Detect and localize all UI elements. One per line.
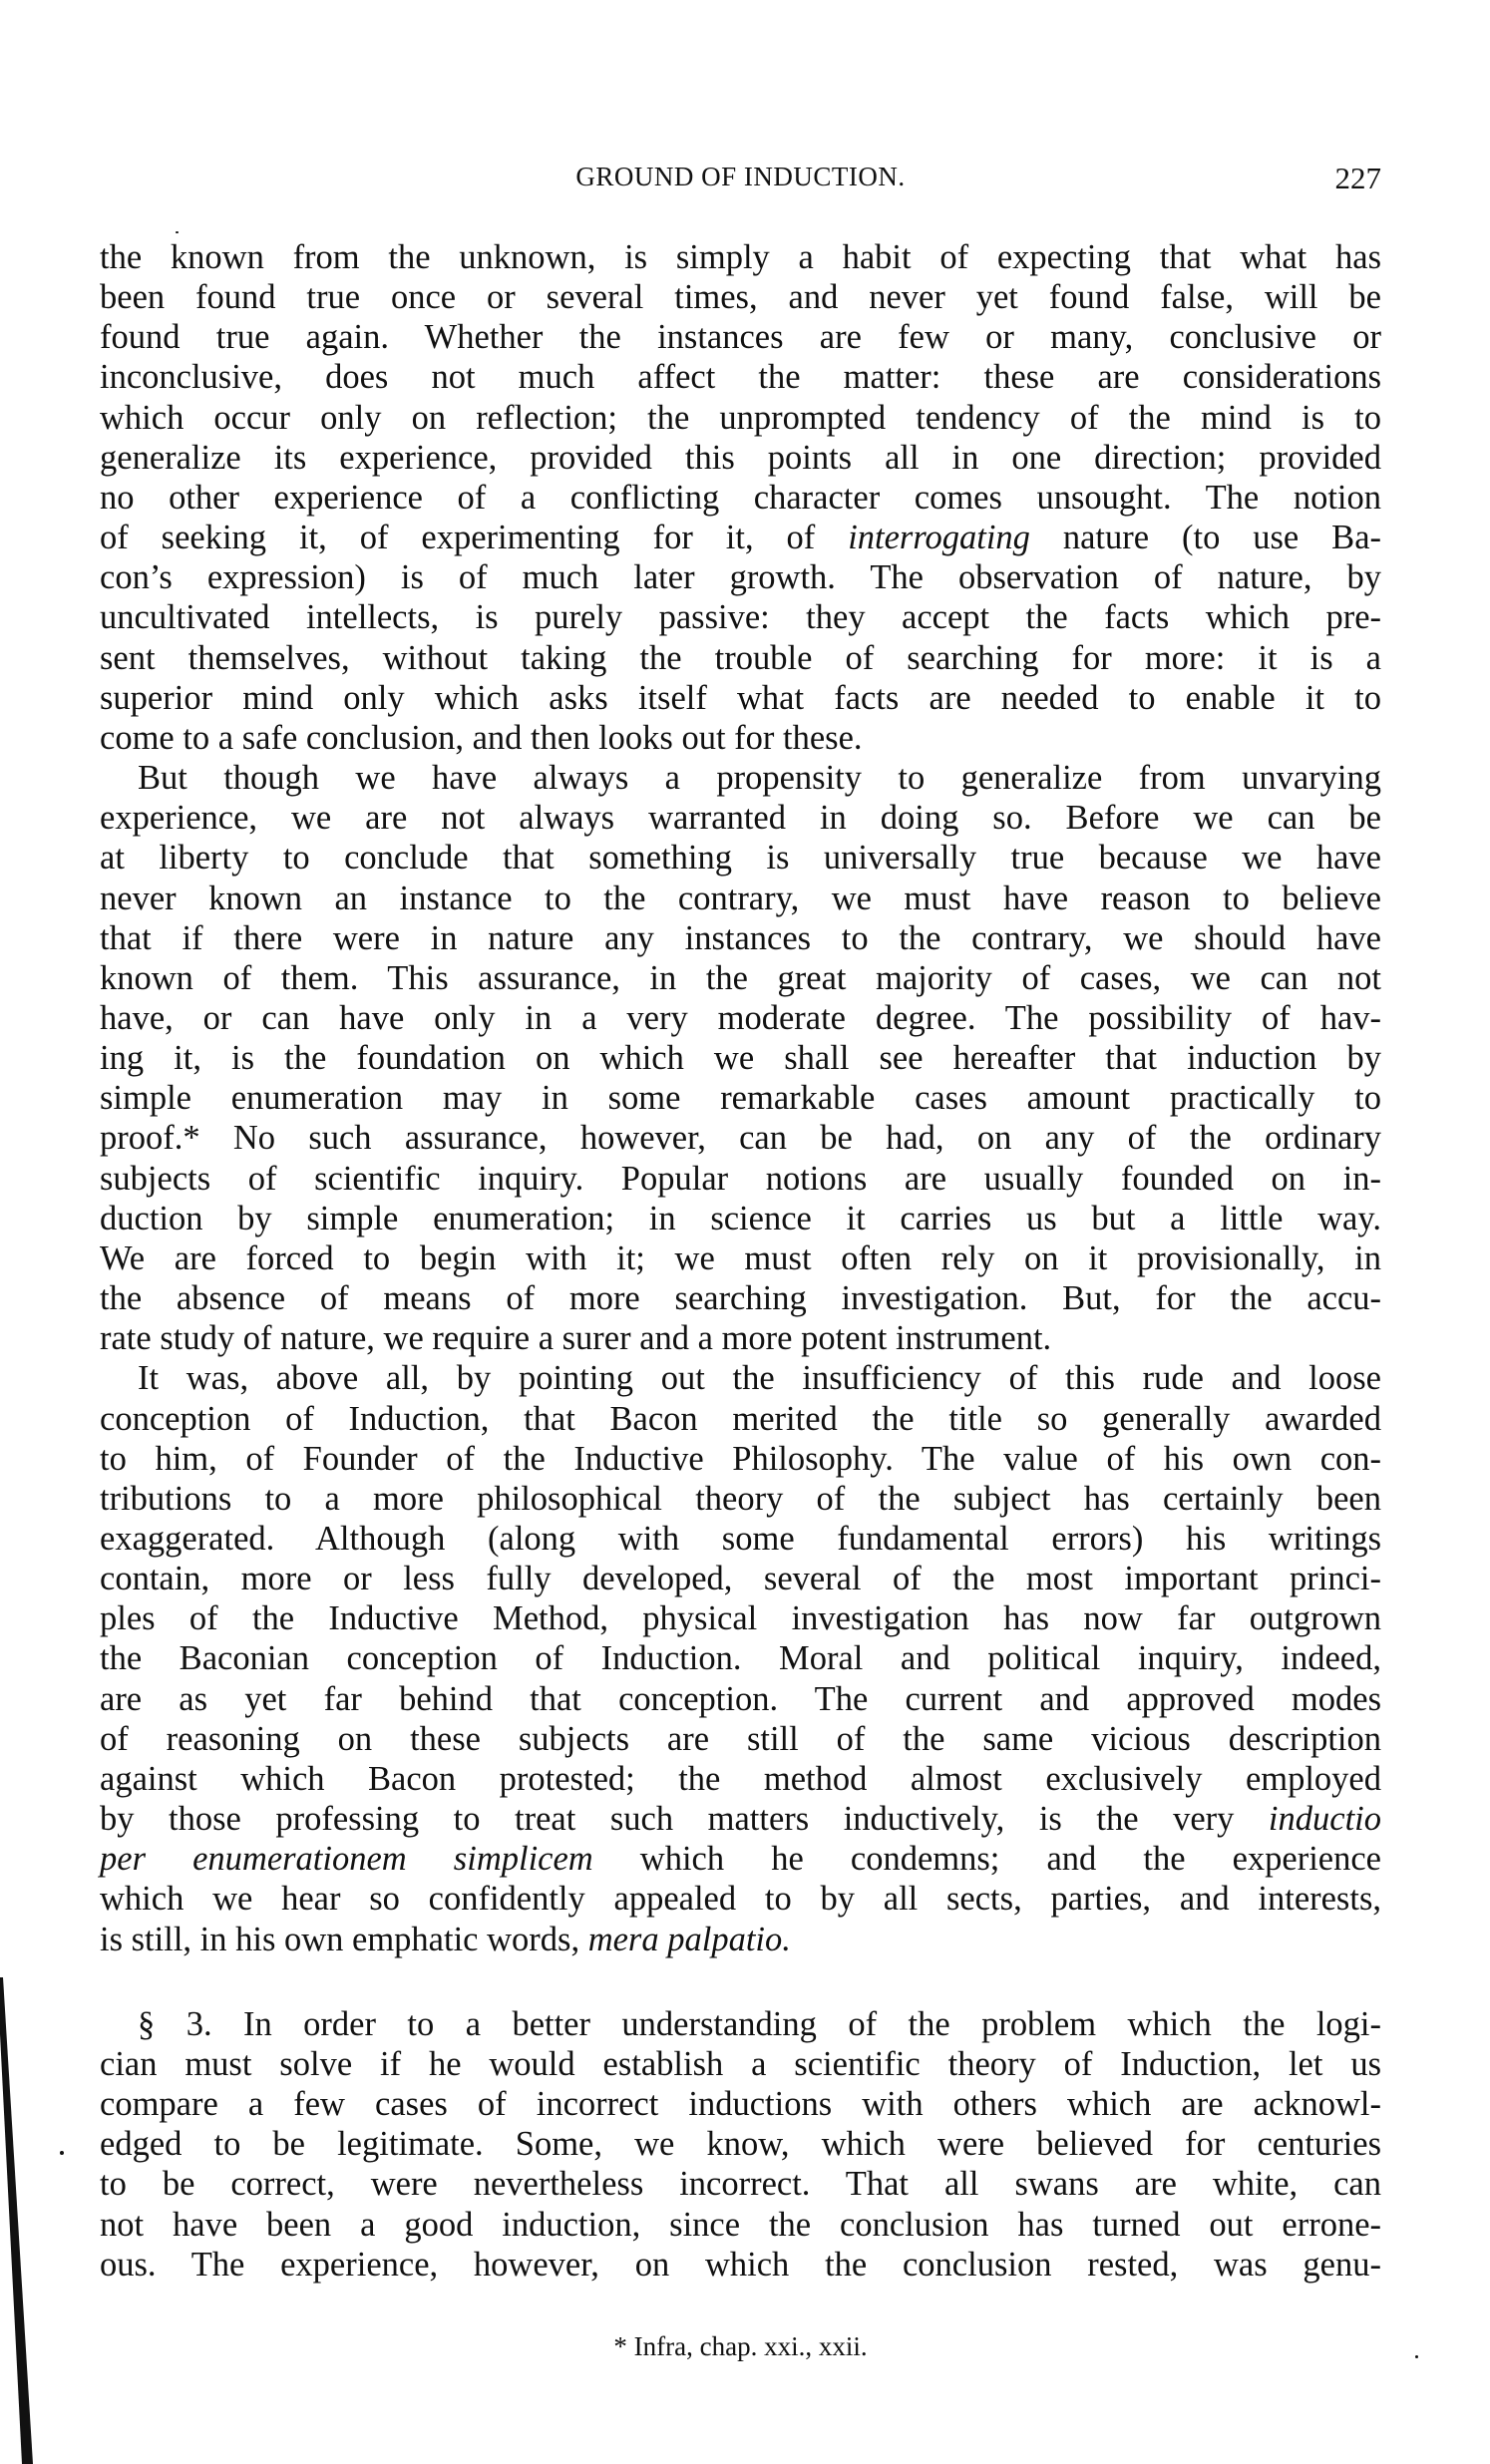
text-run: of reasoning on these subjects are still of the same vicious description — [100, 1719, 1381, 1758]
text-line — [100, 597, 1381, 637]
text-line — [100, 1278, 1381, 1318]
text-run: subjects of scientific inquiry. Popular notions are usually founded on in- — [100, 1159, 1381, 1198]
footnote: * Infra, chap. xxi., xxii. — [613, 2331, 868, 2361]
text-line — [100, 1799, 1381, 1839]
text-run: no other experience of a conflicting character comes unsought. The notion — [100, 478, 1381, 517]
text-run: duction by simple enumeration; in science it carries us but a little way. — [100, 1199, 1381, 1237]
text-line — [100, 1078, 1381, 1118]
italic-phrase: interrogating — [848, 519, 1030, 557]
text-line — [100, 2084, 1381, 2124]
text-line — [100, 1879, 1381, 1919]
text-run: exaggerated. Although (along with some fundamental errors) his writings — [100, 1520, 1381, 1558]
text-line — [100, 638, 1381, 678]
text-run: uncultivated intellects, is purely passive: they accept the facts which pre- — [100, 598, 1381, 637]
text-line — [100, 277, 1381, 317]
running-title: GROUND OF INDUCTION. — [575, 162, 906, 191]
body-text — [100, 237, 1381, 2285]
text-run: But though we have always a propensity to generalize from unvarying — [138, 759, 1381, 798]
page-number: 227 — [1334, 161, 1381, 195]
text-line — [100, 1038, 1381, 1078]
text-run: experience, we are not always warranted in doing so. Before we can be — [100, 799, 1381, 838]
text-line — [100, 438, 1381, 478]
text-run: ous. The experience, however, on which the conclusion rested, was genu- — [100, 2245, 1381, 2284]
text-run: are as yet far behind that conception. The current and approved modes — [100, 1679, 1381, 1718]
text-run: been found true once or several times, and never yet found false, will be — [100, 278, 1381, 317]
text-run: tributions to a more philosophical theory of the subject has certainly been — [100, 1479, 1381, 1518]
text-run: is still, in his own emphatic words, — [100, 1920, 588, 1958]
text-line — [100, 958, 1381, 998]
text-run: to be correct, were nevertheless incorrect. That all swans are white, can — [100, 2165, 1381, 2204]
text-line — [100, 2164, 1381, 2204]
text-run: of seeking it, of experimenting for it, of — [100, 519, 849, 557]
text-run: to him, of Founder of the Inductive Philosophy. The value of his own con- — [100, 1439, 1381, 1478]
text-line — [100, 1439, 1381, 1479]
text-run: ing it, is the foundation on which we shall see hereafter that induction by — [100, 1039, 1381, 1078]
text-run: the Baconian conception of Induction. Moral and political inquiry, indeed, — [100, 1639, 1381, 1678]
text-run: found true again. Whether the instances are few or many, conclusive or — [100, 318, 1381, 357]
text-line — [100, 1638, 1381, 1678]
italic-phrase: mera palpatio. — [587, 1920, 791, 1958]
text-run: ples of the Inductive Method, physical investigation has now far outgrown — [100, 1599, 1381, 1638]
scan-speck — [60, 2151, 64, 2155]
text-run: conception of Induction, that Bacon merited the title so generally awarded — [100, 1399, 1381, 1438]
text-line — [100, 2245, 1381, 2285]
text-run: con’s expression) is of much later growth. The observation of nature, by — [100, 558, 1381, 597]
text-run: which we hear so confidently appealed to by all sects, parties, and interests, — [100, 1880, 1381, 1919]
text-line — [100, 1358, 1381, 1398]
italic-phrase: inductio — [1268, 1800, 1381, 1839]
text-line — [100, 758, 1381, 798]
text-run: generalize its experience, provided this points all in one direction; provided — [100, 438, 1381, 477]
text-line — [100, 1479, 1381, 1519]
text-line — [100, 838, 1381, 878]
text-run: sent themselves, without taking the trouble of searching for more: it is a — [100, 638, 1381, 677]
text-line — [100, 918, 1381, 958]
text-line — [100, 1519, 1381, 1559]
section-3-paragraph — [100, 2004, 1381, 2285]
section-gap — [100, 1959, 1381, 2004]
text-run: inconclusive, does not much affect the matter: these are considerations — [100, 358, 1381, 397]
text-line — [100, 357, 1381, 397]
text-run: contain, more or less fully developed, several of the most important princi- — [100, 1560, 1381, 1598]
text-run: superior mind only which asks itself what facts are needed to enable it to — [100, 678, 1381, 717]
italic-phrase: per enumerationem simplicem — [100, 1840, 593, 1879]
text-line — [100, 1679, 1381, 1719]
text-line — [100, 678, 1381, 718]
scan-edge-line — [0, 0, 60, 2464]
text-run: It was, above all, by pointing out the insufficiency of this rude and loose — [138, 1359, 1381, 1398]
text-run: have, or can have only in a very moderate degree. The possibility of hav- — [100, 998, 1381, 1037]
text-run: never known an instance to the contrary, we must have reason to believe — [100, 879, 1381, 917]
text-line — [100, 518, 1381, 557]
paragraph — [100, 758, 1381, 1358]
text-run: against which Bacon protested; the method almost exclusively employed — [100, 1759, 1381, 1798]
text-line — [100, 1759, 1381, 1799]
text-run: the known from the unknown, is simply a habit of expecting that what has — [100, 238, 1381, 276]
text-line — [100, 237, 1381, 277]
text-run: that if there were in nature any instances to the contrary, we should have — [100, 918, 1381, 957]
text-line — [100, 798, 1381, 838]
text-run: which occur only on reflection; the unprompted tendency of the mind is to — [100, 398, 1381, 437]
text-line — [100, 478, 1381, 518]
text-line — [100, 1159, 1381, 1199]
text-run: which he condemns; and the experience — [592, 1840, 1381, 1879]
text-line — [100, 1920, 1381, 1959]
text-line — [100, 718, 1381, 758]
text-run: nature (to use Ba- — [1029, 519, 1381, 557]
scan-speck — [176, 231, 179, 233]
text-run: cian must solve if he would establish a scientific theory of Induction, let us — [100, 2044, 1381, 2083]
text-run: by those professing to treat such matters inductively, is the very — [100, 1800, 1269, 1839]
text-run: proof.* No such assurance, however, can be had, on any of the ordinary — [100, 1119, 1381, 1158]
text-run: compare a few cases of incorrect inductions with others which are acknowl- — [100, 2085, 1381, 2124]
text-line — [100, 1118, 1381, 1158]
text-run: the absence of means of more searching investigation. But, for the accu- — [100, 1279, 1381, 1318]
text-run: simple enumeration may in some remarkable cases amount practically to — [100, 1079, 1381, 1118]
text-line — [100, 2044, 1381, 2084]
text-line — [100, 1199, 1381, 1238]
paragraph — [100, 1358, 1381, 1958]
text-line — [100, 1839, 1381, 1879]
text-line — [100, 1559, 1381, 1598]
text-line — [100, 2004, 1381, 2044]
text-run: § 3. In order to a better understanding of the problem which the logi- — [138, 2004, 1381, 2043]
text-line — [100, 317, 1381, 357]
text-line — [100, 1318, 1381, 1358]
text-line — [100, 1238, 1381, 1278]
running-head — [100, 160, 1381, 193]
text-line — [100, 1598, 1381, 1638]
scan-speck — [1415, 2355, 1418, 2358]
text-line — [100, 557, 1381, 597]
text-run: at liberty to conclude that something is universally true because we have — [100, 839, 1381, 878]
text-line — [100, 1719, 1381, 1759]
text-run: edged to be legitimate. Some, we know, which were believed for centuries — [100, 2125, 1381, 2164]
text-run: not have been a good induction, since the conclusion has turned out errone- — [100, 2205, 1381, 2244]
paragraph — [100, 237, 1381, 758]
text-run: rate study of nature, we require a surer and a more potent instrument. — [100, 1319, 1052, 1358]
text-run: We are forced to begin with it; we must often rely on it provisionally, in — [100, 1238, 1381, 1277]
text-line — [100, 398, 1381, 438]
text-run: known of them. This assurance, in the great majority of cases, we can not — [100, 958, 1381, 997]
text-line — [100, 2205, 1381, 2245]
text-line — [100, 998, 1381, 1038]
text-line — [100, 2124, 1381, 2164]
text-run: come to a safe conclusion, and then looks out for these. — [100, 718, 863, 757]
text-line — [100, 879, 1381, 918]
text-line — [100, 1399, 1381, 1439]
